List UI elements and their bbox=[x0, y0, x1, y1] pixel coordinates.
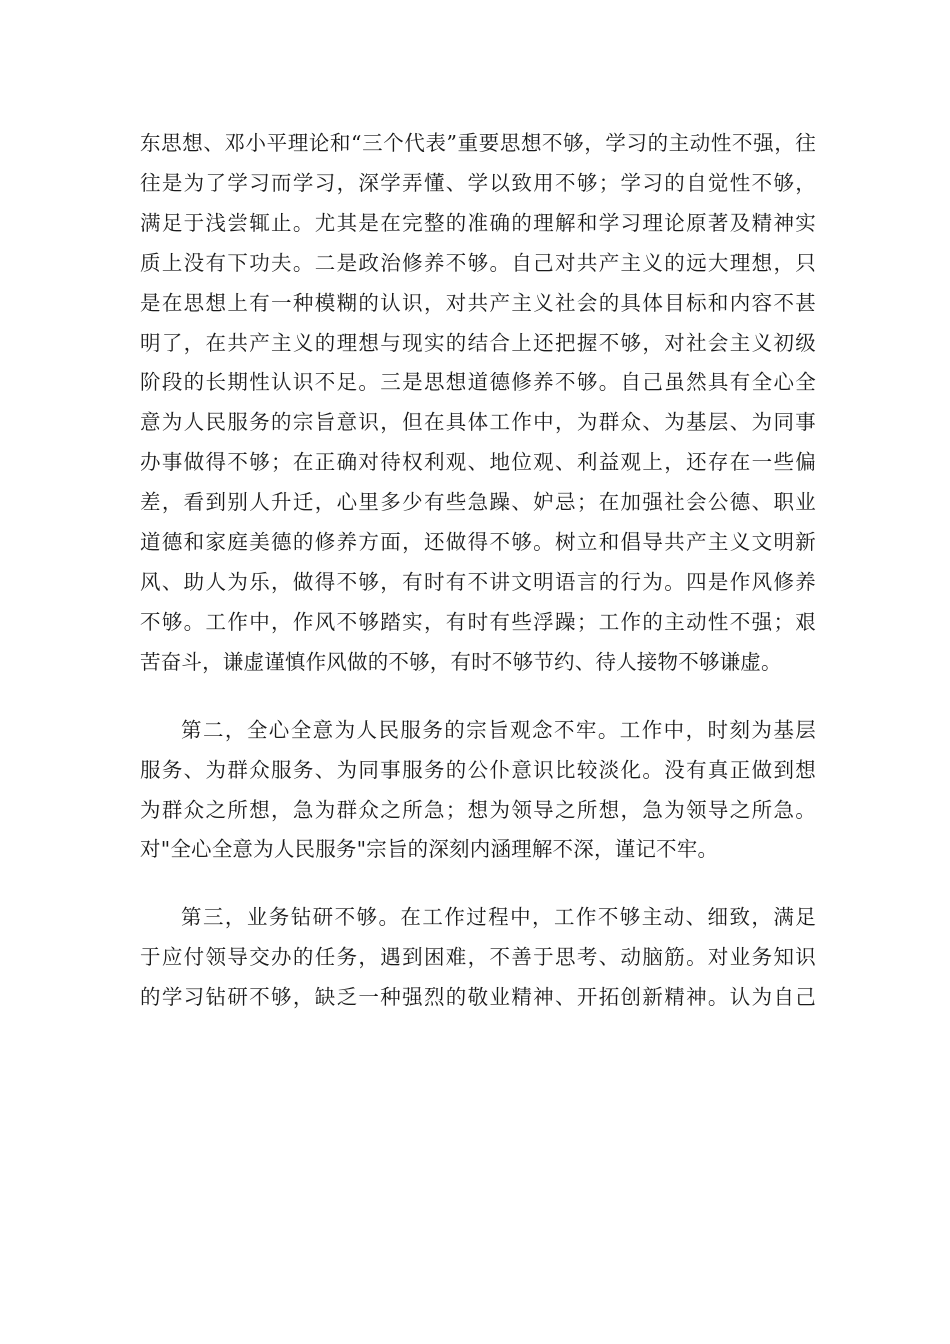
document-page bbox=[140, 124, 816, 1018]
text-line: 对"全心全意为人民服务"宗旨的深刻内涵理解不深，谨记不牢。 bbox=[140, 837, 719, 862]
paragraph-2 bbox=[140, 711, 816, 871]
text-line: 办事做得不够；在正确对待权利观、地位观、利益观上，还存在一些偏 bbox=[140, 450, 816, 475]
paragraph-1 bbox=[140, 124, 816, 683]
text-line: 为群众之所想，急为群众之所急；想为领导之所想，急为领导之所急。 bbox=[140, 797, 816, 822]
text-line: 第三，业务钻研不够。在工作过程中，工作不够主动、细致，满足 bbox=[181, 905, 816, 930]
text-line: 往是为了学习而学习，深学弄懂、学以致用不够；学习的自觉性不够， bbox=[140, 170, 816, 195]
text-line: 风、助人为乐，做得不够，有时有不讲文明语言的行为。四是作风修养 bbox=[140, 569, 816, 594]
text-line: 阶段的长期性认识不足。三是思想道德修养不够。自己虽然具有全心全 bbox=[140, 370, 816, 395]
text-line: 不够。工作中，作风不够踏实，有时有些浮躁；工作的主动性不强；艰 bbox=[140, 609, 816, 634]
text-line: 的学习钻研不够，缺乏一种强烈的敬业精神、开拓创新精神。认为自己 bbox=[140, 985, 816, 1010]
text-line: 道德和家庭美德的修养方面，还做得不够。树立和倡导共产主义文明新 bbox=[140, 530, 816, 555]
text-line: 是在思想上有一种模糊的认识，对共产主义社会的具体目标和内容不甚 bbox=[140, 290, 816, 315]
text-line: 东思想、邓小平理论和“三个代表”重要思想不够，学习的主动性不强，往 bbox=[140, 131, 816, 155]
text-line: 差，看到别人升迁，心里多少有些急躁、妒忌；在加强社会公德、职业 bbox=[140, 490, 816, 515]
text-line: 第二，全心全意为人民服务的宗旨观念不牢。工作中，时刻为基层 bbox=[181, 717, 816, 742]
text-line: 意为人民服务的宗旨意识，但在具体工作中，为群众、为基层、为同事 bbox=[140, 410, 816, 435]
text-line: 质上没有下功夫。二是政治修养不够。自己对共产主义的远大理想，只 bbox=[140, 250, 816, 275]
text-line: 于应付领导交办的任务，遇到困难，不善于思考、动脑筋。对业务知识 bbox=[140, 945, 816, 970]
text-line: 苦奋斗，谦虚谨慎作风做的不够，有时不够节约、待人接物不够谦虚。 bbox=[140, 649, 782, 674]
text-line: 服务、为群众服务、为同事服务的公仆意识比较淡化。没有真正做到想 bbox=[140, 757, 816, 782]
paragraph-3 bbox=[140, 898, 816, 1018]
text-line: 明了，在共产主义的理想与现实的结合上还把握不够，对社会主义初级 bbox=[140, 330, 816, 355]
text-line: 满足于浅尝辄止。尤其是在完整的准确的理解和学习理论原著及精神实 bbox=[140, 210, 816, 235]
